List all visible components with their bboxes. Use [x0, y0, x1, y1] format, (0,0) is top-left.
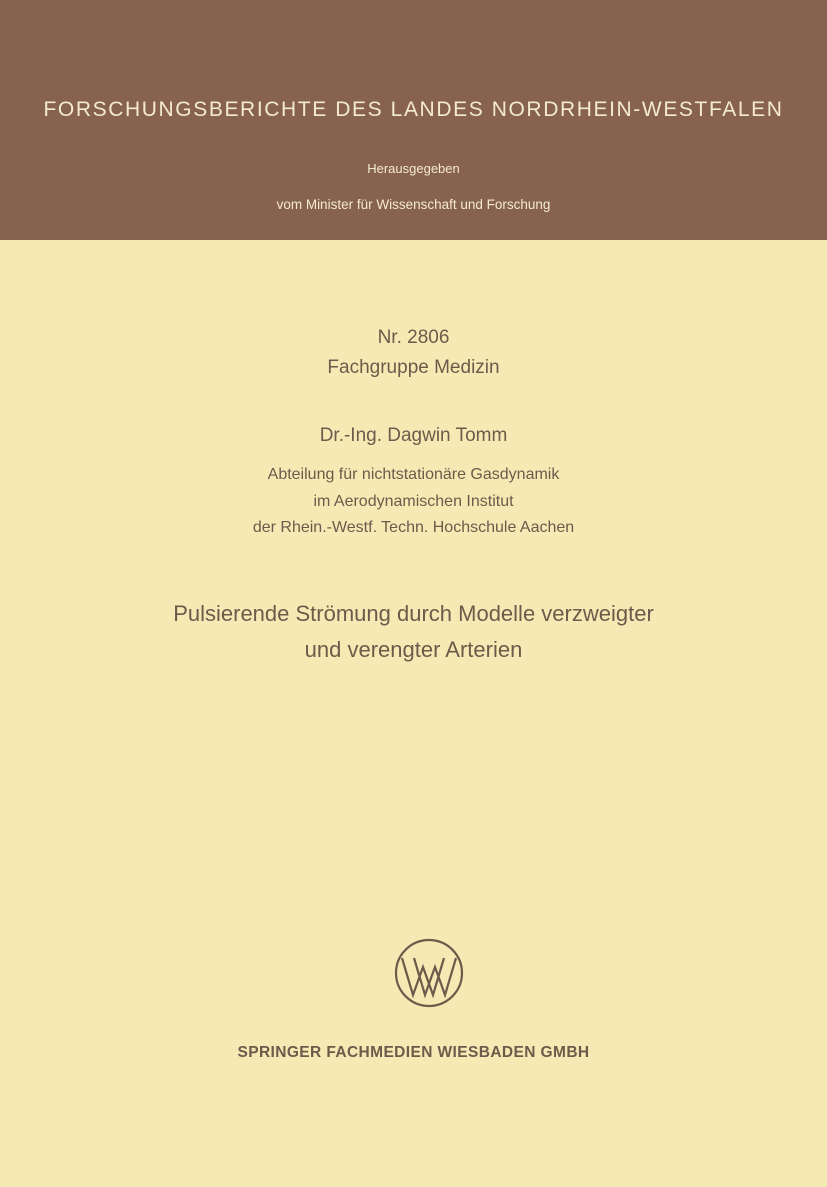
book-title-line-1: Pulsierende Strömung durch Modelle verzweigter: [173, 601, 654, 626]
header-band: [0, 0, 827, 240]
author-name: Dr.-Ing. Dagwin Tomm: [319, 425, 508, 446]
book-title-line-2: und verengter Arterien: [304, 637, 523, 662]
publisher-name: SPRINGER FACHMEDIEN WIESBADEN GMBH: [237, 1044, 590, 1061]
affiliation-line-3: der Rhein.-Westf. Techn. Hochschule Aachen: [252, 519, 575, 536]
report-number: Nr. 2806: [377, 327, 450, 348]
editor-line: vom Minister für Wissenschaft und Forschung: [276, 197, 551, 212]
springer-vw-logo-icon: [393, 937, 465, 1009]
series-title: FORSCHUNGSBERICHTE DES LANDES NORDRHEIN-WESTFALEN: [43, 98, 784, 121]
subject-group: Fachgruppe Medizin: [327, 357, 500, 378]
affiliation-line-1: Abteilung für nichtstationäre Gasdynamik: [267, 466, 560, 483]
edited-by-label: Herausgegeben: [367, 161, 460, 176]
affiliation-line-2: im Aerodynamischen Institut: [313, 493, 514, 510]
